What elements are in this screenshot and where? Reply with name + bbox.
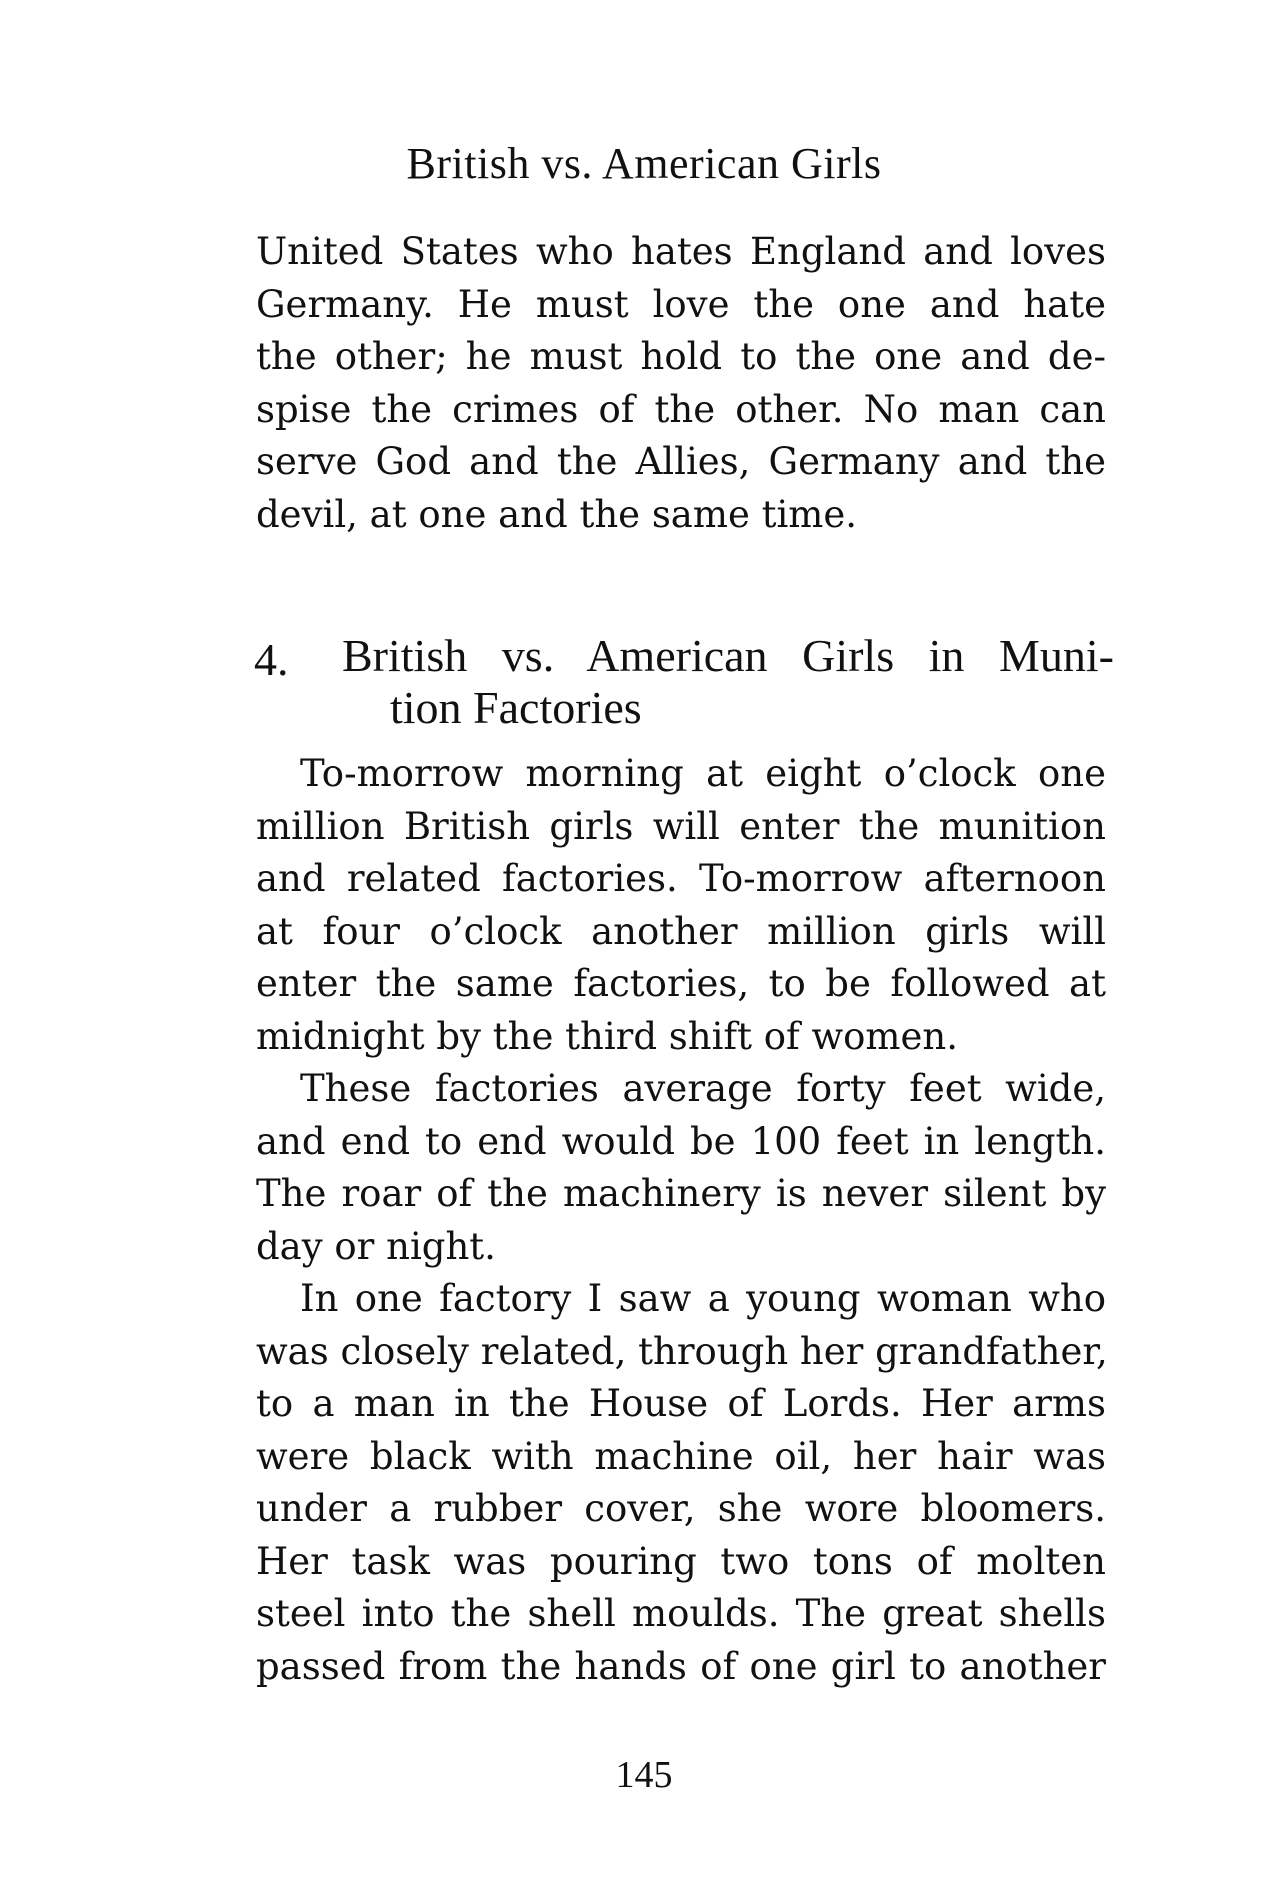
text-line: steel into the shell moulds. The great shells (256, 1592, 1106, 1635)
text-line: Germany. He must love the one and hate (256, 282, 1106, 326)
text-line: spise the crimes of the other. No man can (256, 387, 1106, 431)
text-line: midnight by the third shift of women. (256, 1014, 959, 1058)
body-text (256, 748, 1106, 1693)
text-line: enter the same factories, to be followed at (256, 962, 1106, 1005)
section-heading (254, 630, 1114, 734)
text-line: devil, at one and the same time. (256, 492, 858, 536)
text-line: serve God and the Allies, Germany and the (256, 440, 1106, 483)
text-line: and end to end would be 100 feet in length. (256, 1119, 1106, 1163)
text-line: In one factory I saw a young woman who (300, 1277, 1106, 1320)
text-line: at four o’clock another million girls will (256, 909, 1106, 953)
section-title-line-2: tion Factories (390, 682, 642, 733)
page-number: 145 (615, 1754, 673, 1796)
text-line: the other; he must hold to the one and de- (256, 335, 1106, 378)
section-title-line-1: British vs. American Girls in Muni- (342, 630, 1114, 681)
opening-paragraph (256, 226, 1106, 541)
text-line: under a rubber cover, she wore bloomers. (256, 1487, 1106, 1530)
running-head: British vs. American Girls (406, 139, 882, 188)
text-line: The roar of the machinery is never silent by (256, 1172, 1106, 1215)
text-line: to a man in the House of Lords. Her arms (256, 1382, 1106, 1425)
text-line: day or night. (256, 1224, 496, 1268)
section-number: 4. (254, 634, 289, 685)
text-line: was closely related, through her grandfather, (256, 1329, 1108, 1373)
text-line: Her task was pouring two tons of molten (256, 1539, 1106, 1583)
text-line: These factories average forty feet wide, (300, 1067, 1106, 1110)
text-line: United States who hates England and loves (256, 230, 1106, 273)
text-line: To-morrow morning at eight o’clock one (300, 752, 1106, 795)
text-line: were black with machine oil, her hair was (256, 1434, 1106, 1478)
text-line: million British girls will enter the munition (256, 804, 1106, 848)
text-line: and related factories. To-morrow afternoon (256, 857, 1106, 900)
text-line: passed from the hands of one girl to another (256, 1644, 1106, 1688)
